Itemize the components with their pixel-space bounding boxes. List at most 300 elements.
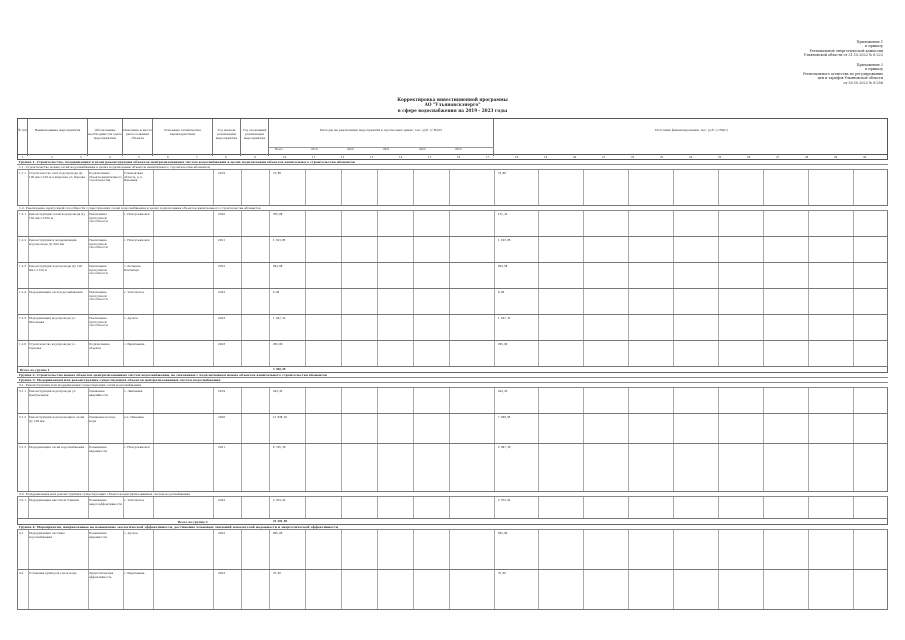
approval-line: Приложение 1 [856,40,883,44]
grid-line [718,211,719,236]
row-source: 2 897,30 [498,446,511,449]
column-number: 19 [544,155,548,159]
column-number: 5 [138,155,140,159]
grid-line [718,289,719,314]
grid-line [123,497,124,518]
grid-line [341,211,342,236]
column-number: 1 [22,155,24,159]
approval-line: Приложение 2 [856,63,883,67]
grid-line [305,444,306,491]
column-number: 7 [196,155,198,159]
grid-line [153,315,154,340]
grid-line [305,263,306,288]
grid-line [413,263,414,288]
column-number: 13 [370,155,374,159]
column-number: 16 [457,155,461,159]
header-col-start: Год начала реализации мероприятия [213,119,241,156]
grid-line [853,497,854,518]
grid-line [123,315,124,340]
row-year: 2022 [218,499,226,502]
grid-line [583,237,584,262]
row-total: 75,00 [273,572,281,575]
grid-line [763,289,764,314]
grid-line [377,414,378,443]
grid-line [213,263,214,288]
grid-line [269,414,270,443]
grid-line [305,570,306,609]
grid-line [341,444,342,491]
row-source: 1 013,85 [498,239,511,242]
column-number: 15 [428,155,432,159]
grid-line [853,388,854,413]
grid-line [494,263,495,288]
row-no: 1.2.2 [19,239,27,242]
row-no: 1.1.1 [19,172,27,175]
column-number: 23 [660,155,664,159]
table-row [17,530,888,570]
row-name: Реконструкция водопровода Ду 100 мм L=150 м [29,265,83,272]
row-source: 845,00 [498,532,508,535]
grid-line [494,289,495,314]
grid-line [718,444,719,491]
grid-line [538,315,539,340]
column-number: 8 [225,155,227,159]
grid-line [763,237,764,262]
grid-line [241,497,242,518]
grid-line [449,570,450,609]
row-year: 2021 [218,239,226,242]
row-year: 2019 [218,172,226,175]
grid-line [305,289,306,314]
grid-line [628,289,629,314]
row-place: с. Арское [124,317,138,320]
grid-line [341,497,342,518]
grid-line [341,570,342,609]
grid-line [538,444,539,491]
grid-line [269,211,270,236]
column-number: 18 [515,155,519,159]
grid-line [341,414,342,443]
grid-line [628,388,629,413]
section-1-1: 1.1. Строительство новых сетей водоснабжения в целях подключения объектов капитального строительства абонентов [17,165,888,170]
row-year: 2020 [218,416,226,419]
grid-line [28,530,29,569]
grid-line [241,388,242,413]
row-total: 11 038,16 [273,416,288,419]
grid-line [88,444,89,491]
grid-line [88,570,89,609]
table-row [17,570,888,610]
column-number: 3 [80,155,82,159]
grid-line [153,170,154,205]
grid-line [494,341,495,366]
row-year: 2021 [218,446,226,449]
grid-line [853,570,854,609]
grid-line [377,444,378,491]
grid-line [538,530,539,569]
row-no: 4.2 [19,572,24,575]
grid-line [673,570,674,609]
column-number: 21 [602,155,606,159]
grid-line [763,341,764,366]
grid-line [123,263,124,288]
row-year: 2022 [218,265,226,268]
grid-line [718,315,719,340]
grid-line [673,237,674,262]
approval-line: к приказу [865,67,883,72]
row-aim: Снижение потерь воды [89,416,116,423]
grid-line [449,263,450,288]
grid-line [538,341,539,366]
row-total: 1 647,31 [273,317,286,320]
header-col-name: Наименование мероприятия [28,119,88,156]
grid-line [241,570,242,609]
grid-line [718,388,719,413]
column-number: 20 [573,155,577,159]
grid-line [305,211,306,236]
grid-line [28,211,29,236]
row-no: 1.2.4 [19,291,27,294]
grid-line [305,388,306,413]
grid-line [413,414,414,443]
grid-line [413,289,414,314]
grid-line [583,530,584,569]
grid-line [673,388,674,413]
grid-line [241,263,242,288]
grid-line [341,170,342,205]
row-name: Строительство водопровода ул. Садовая [29,343,76,350]
row-total: 1 013,85 [273,239,286,242]
grid-line [808,289,809,314]
grid-line [341,315,342,340]
section-group-4: Группа 4. Мероприятия, направленные на повышение экологической эффективности, достижение плановых значений показателей надежности и энергетической эффективности [17,525,888,530]
column-number: 17 [486,155,490,159]
column-number: 10 [283,155,287,159]
grid-line [123,211,124,236]
grid-line [718,237,719,262]
grid-line [628,170,629,205]
grid-line [241,414,242,443]
grid-line [413,170,414,205]
grid-line [269,170,270,205]
grid-line [718,414,719,443]
row-total: 256,00 [273,343,283,346]
grid-line [123,237,124,262]
grid-line [763,170,764,205]
total-label: Всего по группе 1 [20,368,50,372]
grid-line [673,414,674,443]
grid-line [673,530,674,569]
grid-line [718,497,719,518]
row-aim: Повышение надежности [89,446,108,453]
grid-line [628,315,629,340]
column-number: 27 [776,155,780,159]
grid-line [377,341,378,366]
grid-line [673,211,674,236]
grid-line [763,315,764,340]
grid-line [88,170,89,205]
grid-line [583,570,584,609]
table-row [17,237,888,263]
row-place: г. Новоульяновск [124,446,150,449]
section-3-1: 3.1. Реконструкция или модернизация существующих сетей водоснабжения [17,383,888,388]
grid-line [305,315,306,340]
grid-line [153,414,154,443]
row-name: Модернизация сетей водоснабжения [29,446,85,449]
grid-line [213,388,214,413]
grid-line [449,414,450,443]
row-total: 8 745,30 [273,446,286,449]
row-year: 2020 [218,213,226,216]
grid-line [88,341,89,366]
grid-line [88,497,89,518]
grid-line [413,341,414,366]
row-year: 2023 [218,343,226,346]
header-col-no: № п/п [18,119,28,156]
grid-line [413,388,414,413]
header-col-costs: Расходы на реализацию мероприятий в прогнозных ценах, тыс. руб. (с НДС) [269,119,494,156]
grid-line [808,315,809,340]
grid-line [538,497,539,518]
row-aim: Подключение объекта капитального строительства [89,172,122,183]
grid-line [413,497,414,518]
table-row [17,414,888,444]
approval-line: Региональной энергетической комиссии [809,48,883,53]
row-name: Модернизация системы водоснабжения [29,532,65,539]
column-number: 28 [805,155,809,159]
row-source: 2 974,91 [498,499,511,502]
grid-line [269,341,270,366]
row-name: Реконструкция водопровода ул. Центральная [29,390,77,397]
grid-line [538,289,539,314]
grid-line [853,263,854,288]
grid-line [853,341,854,366]
grid-line [449,530,450,569]
grid-line [449,237,450,262]
grid-line [628,263,629,288]
grid-line [377,237,378,262]
grid-line [123,530,124,569]
grid-line [341,530,342,569]
grid-line [583,211,584,236]
row-total: 705,08 [273,213,283,216]
grid-line [88,211,89,236]
grid-line [213,237,214,262]
grid-line [213,170,214,205]
row-aim: Увеличение пропускной способности [89,265,108,276]
grid-line [718,263,719,288]
grid-line [853,289,854,314]
section-group-3: Группа 3. Модернизация или реконструкция существующих объектов централизованных систем водоснабжения [17,378,888,383]
row-total: 845,00 [273,532,283,535]
document-title [0,97,905,113]
grid-line [808,388,809,413]
grid-line [305,414,306,443]
year-2021: 2021 [383,148,390,151]
grid-line [341,237,342,262]
grid-line [123,444,124,491]
grid-line [449,497,450,518]
grid-line [808,444,809,491]
grid-line [28,237,29,262]
row-aim: Подключение объекта [89,343,110,350]
grid-line [449,315,450,340]
row-place: г. Новоульяновск [124,213,150,216]
grid-line [583,444,584,491]
grid-line [673,263,674,288]
investment-program-table [17,118,888,622]
row-aim: Увеличение пропускной способности [89,317,108,328]
grid-line [123,570,124,609]
approval-line: от 30.10.2022 № 6-256 [843,80,883,85]
grid-line [377,289,378,314]
grid-line [88,315,89,340]
grid-line [718,170,719,205]
year-2020: 2020 [347,148,354,151]
grid-line [269,315,270,340]
grid-line [808,263,809,288]
grid-line [377,315,378,340]
row-year: 2022 [218,291,226,294]
grid-line [449,388,450,413]
row-name: Реконструкция и модернизация водопровода Ду 200 мм [29,239,77,246]
grid-line [153,388,154,413]
grid-line [28,414,29,443]
grid-line [628,444,629,491]
row-no: 3.1.3 [19,446,27,449]
grid-line [28,341,29,366]
header-col-place: Описание и место расположения объекта [123,119,153,156]
row-aim: Повышение надежности [89,532,108,539]
section-1-2: 1.2. Увеличение пропускной способности существующих сетей водоснабжения в целях подключения объектов капитального строительства абонентов [17,206,888,211]
grid-line [808,530,809,569]
grid-line [583,170,584,205]
column-number: 14 [399,155,403,159]
grid-line [449,289,450,314]
approval-note-top [804,40,883,58]
title-line: Корректировка инвестиционной программы [397,97,508,102]
grid-line [213,341,214,366]
row-source: 256,00 [498,343,508,346]
grid-line [241,170,242,205]
grid-line [583,341,584,366]
column-number: 24 [689,155,693,159]
grid-line [449,341,450,366]
grid-line [413,315,414,340]
grid-line [673,497,674,518]
row-source: 994,68 [498,265,508,268]
grid-line [449,444,450,491]
column-number: 9 [254,155,256,159]
row-total: 0,00 [273,291,280,294]
section-group-2: Группа 2. Строительство новых объектов централизованных систем водоснабжения, не связанных с подключением новых объектов капитального строительства абонентов [17,373,888,378]
grid-line [494,530,495,569]
year-2022: 2022 [419,148,426,151]
row-no: 3.1.2 [19,416,27,419]
row-place: г. Новоульяновск [124,239,150,242]
grid-line [241,289,242,314]
row-aim: Увеличение пропускной способности [89,291,108,302]
row-no: 1.2.1 [19,213,27,216]
row-year: 2023 [218,317,226,320]
grid-line [853,444,854,491]
table-header [17,118,888,155]
table-row [17,263,888,289]
grid-line [763,211,764,236]
grid-line [583,497,584,518]
grid-line [269,497,270,518]
grid-line [377,263,378,288]
grid-line [538,211,539,236]
grid-line [377,170,378,205]
grid-line [153,444,154,491]
grid-line [763,497,764,518]
grid-line [153,530,154,569]
row-source: 1 647,31 [498,317,511,320]
column-number: 29 [834,155,838,159]
grid-line [377,388,378,413]
row-source: 73,88 [498,172,506,175]
grid-line [494,315,495,340]
row-source: 0,00 [498,291,505,294]
row-place: с. Тетюшское [124,291,145,294]
grid-line [269,263,270,288]
row-no: 3.2.1 [19,499,27,502]
title-line: АО "Ульяновскэнерго" [424,102,481,108]
grid-line [88,289,89,314]
table-row [17,341,888,367]
grid-line [28,263,29,288]
grid-line [241,211,242,236]
grid-line [763,414,764,443]
grid-line [123,341,124,366]
table-row [17,388,888,414]
row-place: с. Большие Ключищи [124,265,141,272]
approval-line: к приказу [865,44,883,49]
grid-line [628,530,629,569]
table-row [17,315,888,341]
grid-line [305,530,306,569]
grid-line [628,414,629,443]
grid-line [341,341,342,366]
grid-line [494,444,495,491]
row-aim: Увеличение пропускной способности [89,239,108,250]
grid-line [853,315,854,340]
grid-line [88,388,89,413]
grid-line [377,530,378,569]
table-row [17,211,888,237]
grid-line [269,388,270,413]
grid-line [241,341,242,366]
grid-line [241,237,242,262]
title-line: в сфере водоснабжения на 2019 - 2023 годы [397,107,508,113]
row-year: 2022 [218,532,226,535]
grid-line [628,341,629,366]
grid-line [538,237,539,262]
grid-line [808,341,809,366]
grid-line [241,444,242,491]
column-number: 25 [718,155,722,159]
grid-line [377,211,378,236]
grid-line [494,237,495,262]
grid-line [213,530,214,569]
grid-line [213,444,214,491]
row-name: Модернизация насосной станции [29,499,79,502]
grid-line [808,211,809,236]
grid-line [241,530,242,569]
grid-line [494,211,495,236]
row-place: с. Баратаевка [124,572,145,575]
